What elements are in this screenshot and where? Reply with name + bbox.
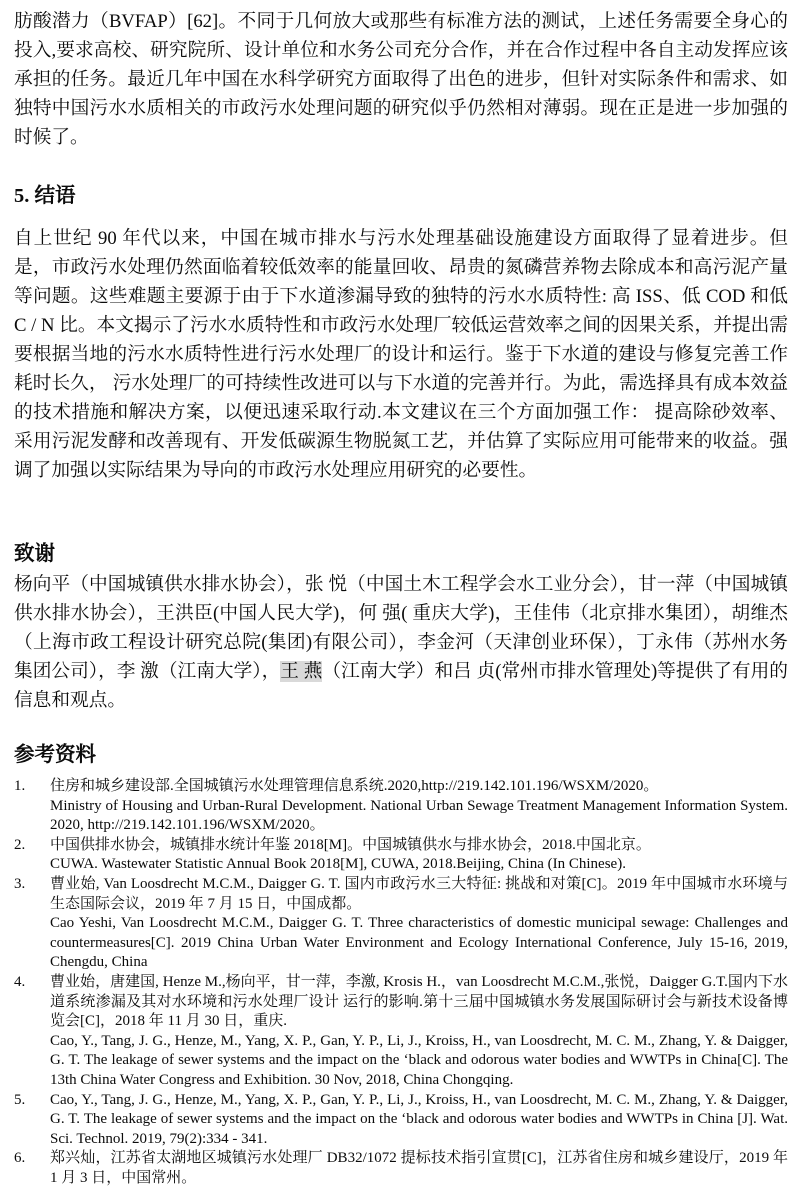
references-heading: 参考资料 <box>14 744 96 766</box>
reference-number: 5. <box>14 1091 26 1108</box>
highlighted-name: 王 燕 <box>280 661 323 682</box>
reference-text-zh: 曹业始，唐建国, Henze M.,杨向平，甘一萍，李激, Krosis H.，van Loosdrecht M.C.M.,张悦，Daigger G.T.国内下水道系统渗漏及其对水环境和污水处理厂设计 运行的影响.第十三届中国城镇水务发展国际研讨会与新技术设备博览会[C]，2018 年 11 月 30 日，重庆. <box>50 973 788 1030</box>
reference-number: 3. <box>14 875 26 892</box>
reference-number: 4. <box>14 973 26 990</box>
reference-text-zh: 曹业始, Van Loosdrecht M.C.M., Daigger G. T. 国内市政污水三大特征: 挑战和对策[C]。2019 年中国城市水环境与生态国际会议，2019 年 7 月 15 日，中国成都。 <box>50 875 788 912</box>
section-5-body: 自上世纪 90 年代以来，中国在城市排水与污水处理基础设施建设方面取得了显着进步。但是，市政污水处理仍然面临着较低效率的能量回收、昂贵的氮磷营养物去除成本和高污泥产量等问题。这些难题主要源于由于下水道渗漏导致的独特的污水水质特性: 高 ISS、低 COD 和低 C / N 比。本文揭示了污水水质特性和市政污水处理厂较低运营效率之间的因果关系，并提出需要根据当地的污水水质特性进行污水处理厂的设计和运行。鉴于下水道的建设与修复完善工作耗时长久， 污水处理厂的可持续性改进可以与下水道的完善并行。为此，需选择具有成本效益的技术措施和解决方案，以便迅速采取行动.本文建议在三个方面加强工作： 提高除砂效率、采用污泥发酵和改善现有、开发低碳源生物脱氮工艺，并估算了实际应用可能带来的收益。强调了加强以实际结果为导向的市政污水处理应用研究的必要性。 <box>14 228 788 481</box>
reference-text-en: Cao, Y., Tang, J. G., Henze, M., Yang, X. P., Gan, Y. P., Li, J., Kroiss, H., van Loosdrecht, M. C. M., Zhang, Y. & Daigger, G. T. The leakage of sewer systems and the impact on the ‘black and odorous water bodies and WWTPs in China [J]. Wat. Sci. Technol. 2019, 79(2):334 - 341. <box>50 1091 788 1147</box>
reference-text-en: Ministry of Housing and Urban-Rural Development. National Urban Sewage Treatment Management Information System. 2020, http://219.142.101.196/WSXM/2020。 <box>50 797 788 834</box>
reference-text-en: Cao, Y., Tang, J. G., Henze, M., Yang, X. P., Gan, Y. P., Li, J., Kroiss, H., van Loosdrecht, M. C. M., Zhang, Y. & Daigger, G. T. The leakage of sewer systems and the impact on the ‘black and odorous water bodies and WWTPs in China[C]. The 13th China Water Congress and Exhibition. 30 Nov, 2018, China Chongqing. <box>50 1032 788 1088</box>
reference-item-6 <box>14 1149 788 1188</box>
reference-item-3 <box>14 875 788 973</box>
acknowledgements-text <box>14 570 788 715</box>
reference-text-en: CUWA. Wastewater Statistic Annual Book 2018[M], CUWA, 2018.Beijing, China (In Chinese). <box>50 856 626 873</box>
acknowledgements-heading: 致谢 <box>14 543 55 565</box>
reference-number: 2. <box>14 836 26 853</box>
reference-list <box>14 777 788 1188</box>
reference-item-4 <box>14 973 788 1091</box>
reference-text-zh: 郑兴灿，江苏省太湖地区城镇污水处理厂 DB32/1072 提标技术指引宣贯[C]，江苏省住房和城乡建设厅，2019 年 1 月 3 日，中国常州。 <box>50 1150 788 1186</box>
ack-text-before: 杨向平（中国城镇供水排水协会），张 悦（中国土木工程学会水工业分会），甘一萍（中国城镇供水排水协会），王洪臣(中国人民大学)，何 强( 重庆大学)，王佳伟（北京排水集团），胡维杰（上海市政工程设计研究总院(集团)有限公司），李金河（天津创业环保），丁永伟（苏州水务集团公司），李 激（江南大学）， <box>14 574 788 682</box>
reference-text-zh: 住房和城乡建设部.全国城镇污水处理管理信息系统.2020,http://219.142.101.196/WSXM/2020。 <box>50 778 659 794</box>
reference-text-zh: 中国供排水协会，城镇排水统计年鉴 2018[M]。中国城镇供水与排水协会，2018.中国北京。 <box>50 836 651 853</box>
ack-text-after: （江南大学）和吕 贞(常州市排水管理处)等提供了有用的信息和观点。 <box>14 661 788 711</box>
closing-paragraph: 肪酸潜力（BVFAP）[62]。不同于几何放大或那些有标准方法的测试，上述任务需要全身心的投入,要求高校、研究院所、设计单位和水务公司充分合作，并在合作过程中各自主动发挥应该承担的任务。最近几年中国在水科学研究方面取得了出色的进步，但针对实际条件和需求、如独特中国污水水质相关的市政污水处理问题的研究似乎仍然相对薄弱。现在正是进一步加强的时候了。 <box>14 11 788 148</box>
reference-number: 1. <box>14 778 26 794</box>
reference-item-1 <box>14 777 788 836</box>
reference-text-en: Cao Yeshi, Van Loosdrecht M.C.M., Daigger G. T. Three characteristics of domestic municipal sewage: Challenges and countermeasures[C]. 2019 China Urban Water Environment and Ecology International Conference, July 15-16, 2019, Chengdu, China <box>50 915 788 971</box>
reference-item-2 <box>14 836 788 875</box>
reference-item-5 <box>14 1091 788 1150</box>
section-5-heading: 5. 结语 <box>14 185 76 207</box>
reference-number: 6. <box>14 1150 26 1167</box>
